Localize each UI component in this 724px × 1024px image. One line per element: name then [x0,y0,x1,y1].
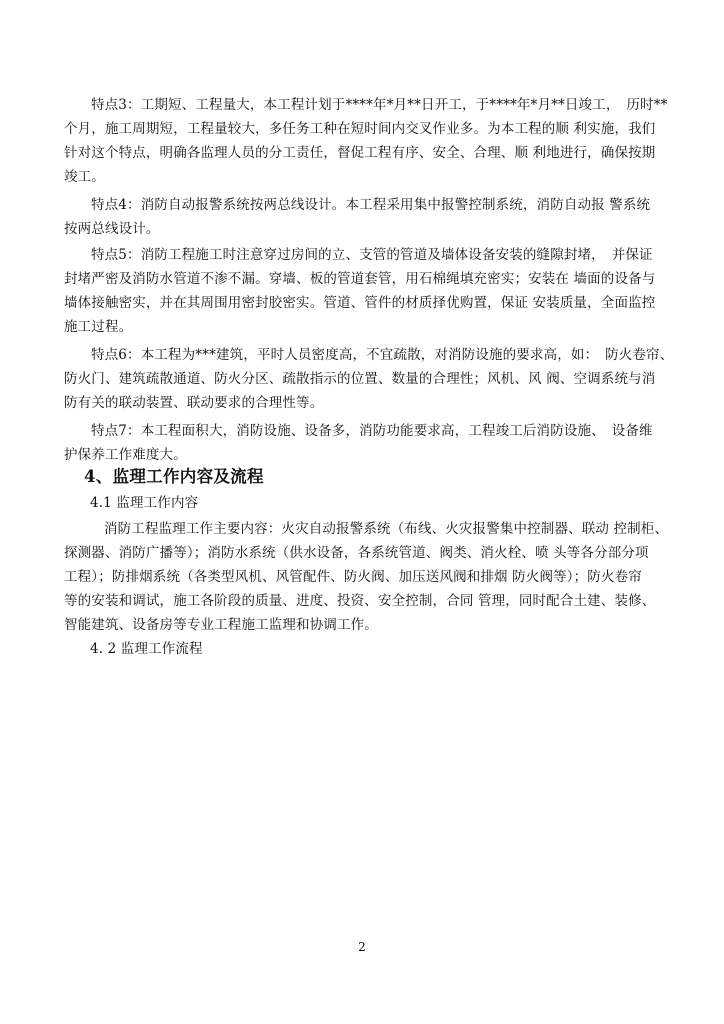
content-line-3: 工程）；防排烟系统（各类型风机、风管配件、防火阀、加压送风阀和排烟 防火阀等）；防火卷帘 [64,569,642,585]
paragraph-feature3-line-3: 针对这个特点，明确各监理人员的分工责任，督促工程有序、安全、合理、顺 利地进行，确保按期 [64,145,656,161]
paragraph-feature6-line-1: 特点6：本工程为***建筑，平时人员密度高，不宜疏散，对消防设施的要求高，如： 防火卷帘、 [91,347,674,363]
paragraph-feature7-line-1: 特点7：本工程面积大，消防设施、设备多，消防功能要求高，工程竣工后消防设施、 设备维 [91,423,653,439]
paragraph-feature7-line-2: 护保养工作难度大。 [64,447,187,463]
paragraph-feature5-line-1: 特点5：消防工程施工时注意穿过房间的立、支管的管道及墙体设备安装的缝隙封堵， 并保证 [91,247,653,263]
paragraph-feature5-line-2: 封堵严密及消防水管道不渗不漏。穿墙、板的管道套管，用石棉绳填充密实；安装在 墙面的设备与 [64,271,656,287]
paragraph-feature3-line-2: 个月，施工周期短，工程量较大，多任务工种在短时间内交叉作业多。为本工程的顺 利实施，我们 [64,121,656,137]
content-line-1: 消防工程监理工作主要内容：火灾自动报警系统（布线、火灾报警集中控制器、联动 控制柜、 [104,521,669,537]
paragraph-feature3-line-4: 竣工。 [64,169,105,185]
content-line-4: 等的安装和调试，施工各阶段的质量、进度、投资、安全控制，合同 管理，同时配合土建、装修、 [64,593,656,609]
content-line-5: 智能建筑、设备房等专业工程施工监理和协调工作。 [64,617,378,633]
paragraph-feature3-line-1: 特点3：工期短、工程量大，本工程计划于****年*月**日开工，于****年*月**日竣工， 历时** [91,97,668,113]
subsection-heading-4-2: 4. 2 监理工作流程 [90,641,203,657]
section-heading: 4、监理工作内容及流程 [84,467,264,486]
paragraph-feature4-line-2: 按两总线设计。 [64,221,160,237]
subsection-heading-4-1: 4.1 监理工作内容 [90,495,199,511]
paragraph-feature5-line-4: 施工过程。 [64,319,133,335]
page-number: 2 [358,940,366,954]
content-line-2: 探测器、消防广播等）；消防水系统（供水设备，各系统管道、阀类、消火栓、喷 头等各分部分项 [64,545,649,561]
paragraph-feature6-line-2: 防火门、建筑疏散通道、防火分区、疏散指示的位置、数量的合理性；风机、风 阀、空调系统与消 [64,371,656,387]
paragraph-feature4-line-1: 特点4：消防自动报警系统按两总线设计。本工程采用集中报警控制系统，消防自动报 警系统 [91,197,651,213]
paragraph-feature6-line-3: 防有关的联动装置、联动要求的合理性等。 [64,395,324,411]
paragraph-feature5-line-3: 墙体接触密实，并在其周围用密封胶密实。管道、管件的材质择优购置，保证 安装质量，全面监控 [64,295,656,311]
